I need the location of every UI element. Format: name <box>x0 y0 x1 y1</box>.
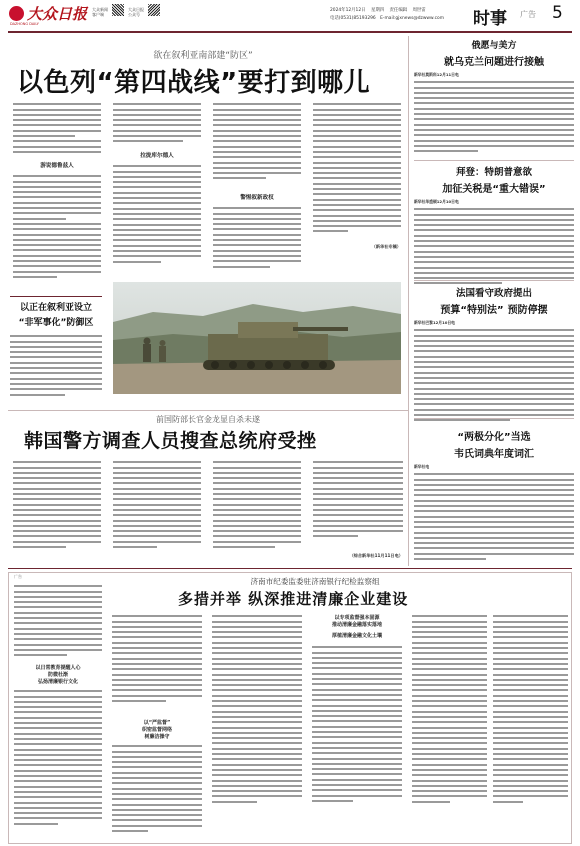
lead-caption-box <box>10 296 102 408</box>
story1-title: 就乌克兰问题进行接触 <box>444 57 544 68</box>
story2-kicker: 拜登：特朗普意欲 <box>455 167 532 178</box>
korea-kicker: 前国防部长官金龙显自杀未遂 <box>156 415 260 424</box>
masthead-contact: 电话(0531)85193296 E-mail:gjxnews@dzwww.com <box>330 16 444 21</box>
lead-col-3 <box>213 100 301 280</box>
story3-title: 预算“特别法” 预防停摆 <box>440 305 548 316</box>
story1-dateline: 新华社莫斯科12月11日电 <box>414 72 459 77</box>
masthead <box>0 0 580 32</box>
lead-col-2 <box>113 100 201 280</box>
qr-icon <box>148 4 160 16</box>
masthead-sub-left: 大众新闻 客户端 <box>92 7 108 17</box>
qr-icon <box>112 4 124 16</box>
divider <box>8 410 408 411</box>
korea-byline: （综合新华社11月11日电） <box>349 553 403 558</box>
bottom-col-1 <box>14 582 102 837</box>
lead-sub-1: 游说德鲁兹人 <box>40 163 74 169</box>
story3-dateline: 新华社巴黎12月10日电 <box>414 320 455 325</box>
right-story-4 <box>414 428 574 570</box>
right-story-1 <box>414 38 574 156</box>
korea-col-1 <box>13 458 101 563</box>
bottom-title: 多措并举 纵深推进清廉企业建设 <box>178 590 409 608</box>
right-story-3 <box>414 285 574 431</box>
ad-label: 广告 <box>520 10 536 19</box>
story4-dateline: 新华社电 <box>414 464 430 469</box>
logo: 大众日报 <box>27 5 88 23</box>
masthead-meta: 2024年12月12日 星期四 责任编辑 周世雷 <box>330 8 426 13</box>
bottom-col-6 <box>493 612 568 840</box>
lead-col-4 <box>313 100 401 280</box>
bottom-ad-label: 广告 <box>14 574 22 579</box>
bottom-col2-head: 以“严监督” 织密监督网络 树廉洁操守 <box>141 720 172 740</box>
caption-title: “非军事化”防御区 <box>18 318 94 328</box>
korea-col-2 <box>113 458 201 563</box>
logo-icon <box>9 6 24 21</box>
bottom-col-5 <box>412 612 487 840</box>
korea-title: 韩国警方调查人员搜查总统府受挫 <box>24 430 317 452</box>
caption-head: 以正在叙利亚设立 <box>19 303 92 313</box>
bottom-col1-head: 以日常教育提醒人心 防微杜渐 弘扬清廉银行文化 <box>35 665 81 685</box>
bottom-col-2 <box>112 612 202 842</box>
story4-title: 韦氏词典年度词汇 <box>454 449 534 460</box>
bottom-rule <box>8 568 572 569</box>
korea-col-4 <box>313 458 403 563</box>
story2-title: 加征关税是“重大错误” <box>442 184 546 195</box>
lead-photo <box>113 282 401 394</box>
divider <box>414 160 574 161</box>
section-title: 时事 <box>473 9 507 29</box>
lead-col-1 <box>13 100 101 295</box>
tank-photo <box>113 282 401 394</box>
lead-sub-2: 拉拢库尔德人 <box>140 153 174 159</box>
bottom-banner: 济南市纪委监委驻济南银行纪检监察组 <box>250 577 380 586</box>
logo-en: DAZHONG DAILY <box>10 22 39 26</box>
story1-kicker: 俄愿与美方 <box>471 41 517 51</box>
page-number: 5 <box>552 3 563 23</box>
story4-kicker: “两极分化”当选 <box>457 432 531 443</box>
column-divider <box>408 36 409 566</box>
story2-dateline: 新华社华盛顿12月10日电 <box>414 199 459 204</box>
bottom-col3-head: 以专项监督强本固源 推动清廉金融落实落地 厚植清廉金融文化土壤 <box>331 615 382 639</box>
lead-byline: （新华社专稿） <box>371 244 401 249</box>
masthead-sub-right: 大众日报 公众号 <box>128 7 144 17</box>
right-story-2 <box>414 164 574 293</box>
divider <box>414 280 574 281</box>
masthead-rule <box>8 31 572 33</box>
korea-col-3 <box>213 458 301 563</box>
divider <box>414 418 574 419</box>
lead-kicker: 欲在叙利亚南部建“防区” <box>153 51 253 61</box>
bottom-col-3 <box>212 612 302 842</box>
lead-sub-3: 警惕叙新政权 <box>240 195 274 201</box>
bottom-col-4 <box>312 612 402 843</box>
lead-title: 以色列“第四战线”要打到哪儿 <box>17 68 371 98</box>
story3-kicker: 法国看守政府提出 <box>455 288 532 299</box>
